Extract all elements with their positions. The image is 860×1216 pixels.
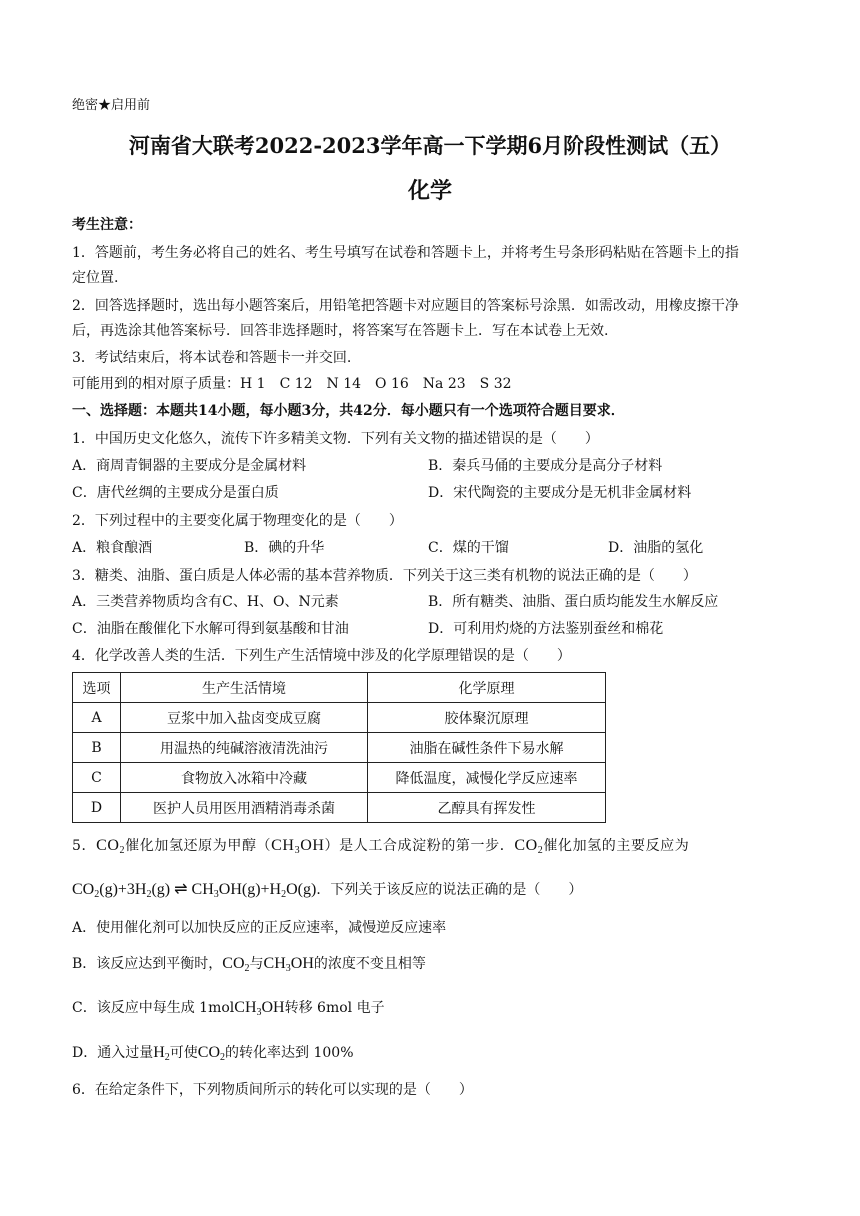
atomic-masses: 可能用到的相对原子质量：H 1 C 12 N 14 O 16 Na 23 S 32 bbox=[72, 376, 512, 392]
subject-title: 化学 bbox=[407, 178, 452, 204]
table-cell: D bbox=[73, 793, 121, 823]
question-5-option-c: C．该反应中每生成 1molCH$_3$OH转移 6mol 电子 bbox=[72, 999, 385, 1018]
question-4-table bbox=[72, 672, 606, 823]
question-5-option-a: A．使用催化剂可以加快反应的正反应速率，减慢逆反应速率 bbox=[72, 920, 447, 936]
table-row bbox=[73, 793, 606, 823]
question-2-option-c: C．煤的干馏 bbox=[428, 540, 509, 556]
notice-heading: 考生注意： bbox=[72, 217, 142, 233]
notice-item-2: 2．回答选择题时，选出每小题答案后，用铅笔把答题卡对应题目的答案标号涂黑．如需改动，用橡皮擦干净 bbox=[72, 298, 739, 314]
confidential-mark: 绝密★启用前 bbox=[72, 98, 151, 113]
table-header-cell: 化学原理 bbox=[368, 673, 606, 703]
table-row bbox=[73, 733, 606, 763]
notice-item-3: 3．考试结束后，将本试卷和答题卡一并交回. bbox=[72, 350, 352, 366]
table-cell: 降低温度，减慢化学反应速率 bbox=[368, 763, 606, 793]
question-5-equation-line: $CO_2(g)+3H_2(g)$ ⇌ $CH_3OH(g)+H_2O(g)$．下列关于该反应的说法正确的是（ ） bbox=[72, 881, 583, 900]
table-cell: B bbox=[73, 733, 121, 763]
table-cell: C bbox=[73, 763, 121, 793]
question-3-stem: 3．糖类、油脂、蛋白质是人体必需的基本营养物质．下列关于这三类有机物的说法正确的是（ ） bbox=[72, 568, 697, 584]
table-row bbox=[73, 763, 606, 793]
notice-item-2-cont: 后，再选涂其他答案标号．回答非选择题时，将答案写在答题卡上．写在本试卷上无效. bbox=[72, 323, 609, 339]
question-3-option-a: A．三类营养物质均含有C、H、O、N元素 bbox=[72, 594, 339, 610]
question-6-stem: 6．在给定条件下，下列物质间所示的转化可以实现的是（ ） bbox=[72, 1082, 473, 1098]
question-3-option-d: D．可利用灼烧的方法鉴别蚕丝和棉花 bbox=[428, 621, 664, 637]
question-2-option-a: A．粮食酿酒 bbox=[72, 540, 153, 556]
table-cell: 油脂在碱性条件下易水解 bbox=[368, 733, 606, 763]
table-cell: 食物放入冰箱中冷藏 bbox=[121, 763, 368, 793]
equilibrium-arrow-icon: ⇌ bbox=[174, 881, 188, 898]
question-3-option-b: B．所有糖类、油脂、蛋白质均能发生水解反应 bbox=[428, 594, 719, 610]
table-header-row bbox=[73, 673, 606, 703]
notice-item-1: 1．答题前，考生务必将自己的姓名、考生号填写在试卷和答题卡上，并将考生号条形码粘贴在答题卡上的指 bbox=[72, 245, 739, 261]
table-cell: A bbox=[73, 703, 121, 733]
question-5-option-d: D．通入过量$H_2$可使$CO_2$的转化率达到 100% bbox=[72, 1044, 354, 1063]
question-4-stem: 4．化学改善人类的生活．下列生产生活情境中涉及的化学原理错误的是（ ） bbox=[72, 648, 571, 664]
question-3-option-c: C．油脂在酸催化下水解可得到氨基酸和甘油 bbox=[72, 621, 349, 637]
question-2-stem: 2．下列过程中的主要变化属于物理变化的是（ ） bbox=[72, 513, 403, 529]
table-cell: 乙醇具有挥发性 bbox=[368, 793, 606, 823]
exam-title: 河南省大联考2022-2023学年高一下学期6月阶段性测试（五） bbox=[128, 133, 732, 158]
question-5-stem: 5．$CO_2$催化加氢还原为甲醇$(CH_3OH)$是人工合成淀粉的第一步．$CO_2$催化加氢的主要反应为 bbox=[72, 837, 690, 856]
table-cell: 医护人员用医用酒精消毒杀菌 bbox=[121, 793, 368, 823]
table-cell: 胶体聚沉原理 bbox=[368, 703, 606, 733]
table-header-cell: 选项 bbox=[73, 673, 121, 703]
table-row bbox=[73, 703, 606, 733]
question-2-option-b: B．碘的升华 bbox=[244, 540, 325, 556]
question-1-stem: 1．中国历史文化悠久，流传下许多精美文物．下列有关文物的描述错误的是（ ） bbox=[72, 431, 599, 447]
question-1-option-a: A．商周青铜器的主要成分是金属材料 bbox=[72, 458, 307, 474]
table-cell: 用温热的纯碱溶液清洗油污 bbox=[121, 733, 368, 763]
notice-item-1-cont: 定位置. bbox=[72, 270, 119, 286]
formula-co2: $CO_2$ bbox=[96, 837, 126, 856]
question-1-option-d: D．宋代陶瓷的主要成分是无机非金属材料 bbox=[428, 485, 692, 501]
question-1-option-b: B．秦兵马俑的主要成分是高分子材料 bbox=[428, 458, 663, 474]
question-1-option-c: C．唐代丝绸的主要成分是蛋白质 bbox=[72, 485, 279, 501]
question-5-option-b: B．该反应达到平衡时，$CO_2$与$CH_3OH$的浓度不变且相等 bbox=[72, 955, 426, 974]
formula-ch3oh: $CH_3OH$ bbox=[271, 837, 325, 856]
reaction-equation: $CO_2(g)+3H_2(g)$ ⇌ $CH_3OH(g)+H_2O(g)$ bbox=[72, 881, 317, 900]
section-1-heading: 一、选择题：本题共14小题，每小题3分，共42分．每小题只有一个选项符合题目要求． bbox=[72, 403, 625, 419]
question-2-option-d: D．油脂的氢化 bbox=[608, 540, 704, 556]
table-header-cell: 生产生活情境 bbox=[121, 673, 368, 703]
table-cell: 豆浆中加入盐卤变成豆腐 bbox=[121, 703, 368, 733]
formula-co2: $CO_2$ bbox=[514, 837, 544, 856]
